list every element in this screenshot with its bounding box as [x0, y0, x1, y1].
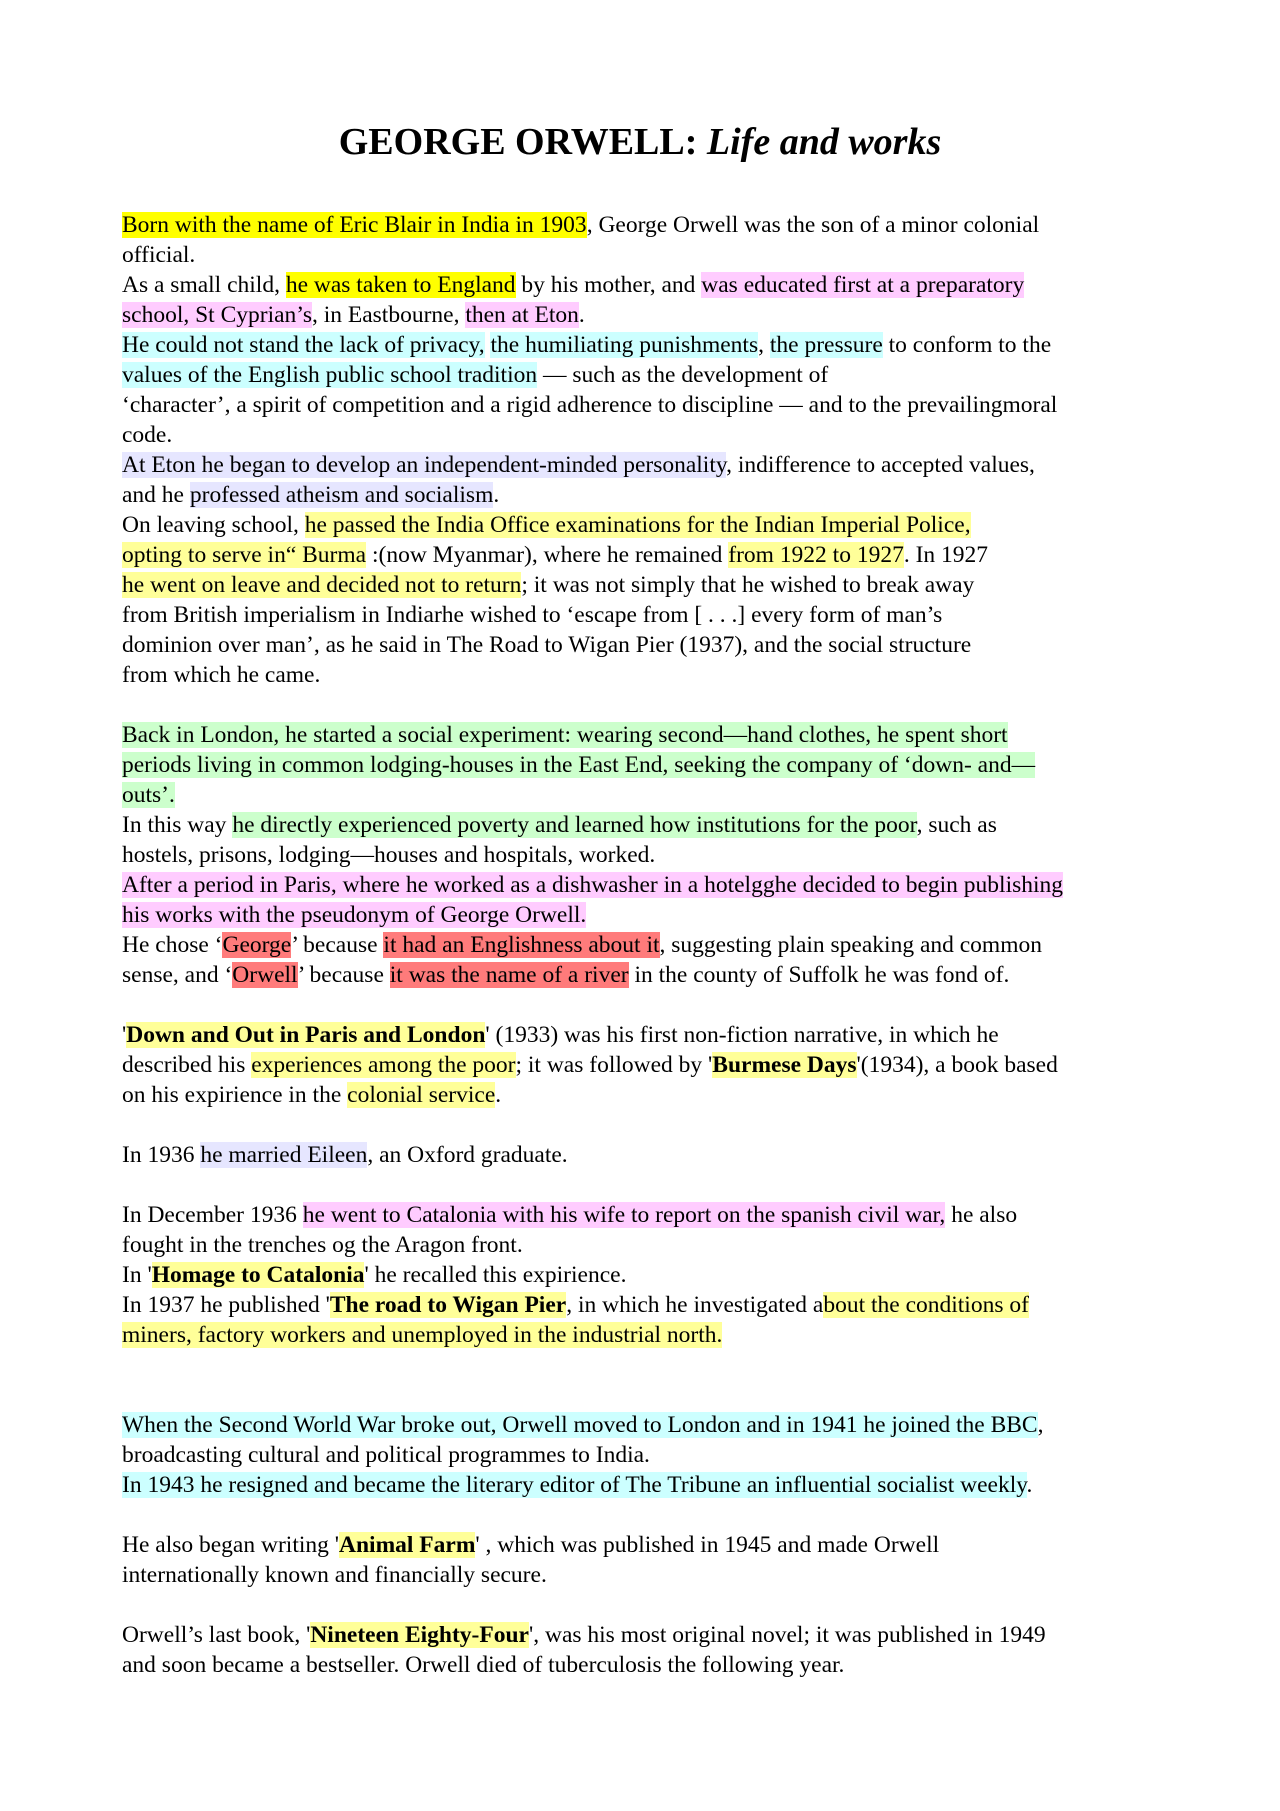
text-line [122, 1470, 1172, 1500]
blank-line [122, 1350, 1172, 1380]
text-segment: ’ because [291, 932, 384, 958]
text-segment: to conform to the [882, 332, 1052, 358]
text-line [122, 1440, 1172, 1470]
text-line [122, 1260, 1172, 1290]
text-segment: ' (1933) was his first non-fiction narrative, in which he [485, 1022, 999, 1048]
text-line [122, 630, 1172, 660]
highlighted-text: from 1922 to 1927 [728, 542, 904, 568]
highlighted-text: At Eton he began to develop an independent-minded personality [122, 452, 727, 478]
highlighted-text: his works with the pseudonym of George Orwell. [122, 902, 587, 928]
text-line [122, 1200, 1172, 1230]
highlighted-text: he went on leave and decided not to return [122, 572, 522, 598]
text-line [122, 510, 1172, 540]
text-line [122, 1620, 1172, 1650]
highlighted-text: When the Second World War broke out, Orwell moved to London and in 1941 he joined the BBC [122, 1412, 1038, 1438]
highlighted-text: In 1943 he resigned and became the literary editor of The Tribune an influential socialist weekly [122, 1472, 1027, 1498]
highlighted-text: values of the English public school tradition [122, 362, 538, 388]
highlighted-text: Born with the name of Eric Blair in India in 1903 [122, 212, 587, 238]
text-line [122, 1080, 1172, 1110]
highlighted-text: miners, factory workers and unemployed in the industrial north. [122, 1322, 723, 1348]
highlighted-text: Nineteen Eighty-Four [310, 1622, 529, 1648]
text-line [122, 210, 1172, 240]
highlighted-text: he married Eileen [200, 1142, 368, 1168]
text-segment: he also [945, 1202, 1018, 1228]
text-segment: ' , which was published in 1945 and made Orwell [475, 1532, 940, 1558]
text-line [122, 1140, 1172, 1170]
highlighted-text: experiences among the poor [251, 1052, 516, 1078]
text-line [122, 1290, 1172, 1320]
text-segment: ; it was not simply that he wished to break away [521, 572, 975, 598]
text-line [122, 810, 1172, 840]
highlighted-text: He could not stand the lack of privacy, [122, 332, 485, 358]
highlighted-text: he went to Catalonia with his wife to report on the spanish civil war, [302, 1202, 946, 1228]
page-title [0, 120, 1280, 166]
text-segment: . [495, 1082, 502, 1108]
highlighted-text: he passed the India Office examinations for the Indian Imperial Police, [304, 512, 971, 538]
text-segment: by his mother, and [515, 272, 702, 298]
highlighted-text: Orwell [232, 962, 298, 988]
text-line [122, 750, 1172, 780]
text-line [122, 390, 1172, 420]
highlighted-text: professed atheism and socialism [189, 482, 494, 508]
text-line [122, 270, 1172, 300]
text-segment: . [493, 482, 500, 508]
text-segment: :(now Myanmar), where he remained [366, 542, 729, 568]
text-segment: sense, and ‘ [122, 962, 233, 988]
text-line [122, 300, 1172, 330]
text-segment: in the county of Suffolk he was fond of. [628, 962, 1010, 988]
text-segment: , in Eastbourne, [311, 302, 466, 328]
text-segment: In ' [122, 1262, 152, 1288]
title-italic: Life and works [706, 121, 942, 163]
blank-line [122, 990, 1172, 1020]
highlighted-text: outs’. [122, 782, 175, 808]
text-segment: On leaving school, [122, 512, 305, 538]
text-segment: He chose ‘ [122, 932, 223, 958]
highlighted-text: The road to Wigan Pier [329, 1292, 567, 1318]
text-segment: , suggesting plain speaking and common [659, 932, 1042, 958]
text-line [122, 1050, 1172, 1080]
text-line [122, 780, 1172, 810]
text-segment: internationally known and financially secure. [122, 1562, 547, 1588]
highlighted-text: he directly experienced poverty and learned how institutions for the poor [232, 812, 917, 838]
text-segment: described his [122, 1052, 252, 1078]
blank-line [122, 1170, 1172, 1200]
text-segment: In December 1936 [122, 1202, 303, 1228]
text-line [122, 930, 1172, 960]
text-segment: ' [122, 1022, 127, 1048]
highlighted-text: Back in London, he started a social experiment: wearing second—hand clothes, he spent short [122, 722, 1008, 748]
text-line [122, 450, 1172, 480]
text-segment: official. [122, 242, 196, 268]
text-segment: Orwell’s last book, ' [122, 1622, 311, 1648]
blank-line [122, 1380, 1172, 1410]
text-segment: hostels, prisons, lodging—houses and hospitals, worked. [122, 842, 656, 868]
text-line [122, 660, 1172, 690]
highlighted-text: then at Eton [465, 302, 579, 328]
text-line [122, 360, 1172, 390]
text-line [122, 720, 1172, 750]
blank-line [122, 1500, 1172, 1530]
text-segment: ', was his most original novel; it was published in 1949 [528, 1622, 1046, 1648]
highlighted-text: it was the name of a river [389, 962, 629, 988]
text-line [122, 1410, 1172, 1440]
text-segment: . [578, 302, 585, 328]
text-segment: from which he came. [122, 662, 321, 688]
text-line [122, 840, 1172, 870]
text-line [122, 1230, 1172, 1260]
text-segment: ' he recalled this expirience. [364, 1262, 627, 1288]
text-segment: code. [122, 422, 173, 448]
text-segment: ’ because [297, 962, 390, 988]
text-segment: from British imperialism in Indiarhe wished to ‘escape from [ . . .] every form of man’s [122, 602, 943, 628]
highlighted-text: he was taken to England [285, 272, 516, 298]
text-segment: dominion over man’, as he said in The Road to Wigan Pier (1937), and the social structure [122, 632, 972, 658]
text-segment: In 1937 he published ' [122, 1292, 330, 1318]
text-line [122, 600, 1172, 630]
highlighted-text: was educated first at a preparatory [701, 272, 1025, 298]
text-segment: and he [122, 482, 190, 508]
text-segment: '(1934), a book based [856, 1052, 1058, 1078]
text-segment: In 1936 [122, 1142, 201, 1168]
blank-line [122, 1110, 1172, 1140]
text-line [122, 480, 1172, 510]
text-segment: ‘character’, a spirit of competition and a rigid adherence to discipline — and to the prevailingmoral [122, 392, 1058, 418]
text-segment: , [758, 332, 770, 358]
text-line [122, 570, 1172, 600]
blank-line [122, 1590, 1172, 1620]
highlighted-text: it had an Englishness about it [383, 932, 660, 958]
text-segment: , [1037, 1412, 1044, 1438]
text-segment: In this way [122, 812, 233, 838]
text-line [122, 540, 1172, 570]
text-segment: fought in the trenches og the Aragon front. [122, 1232, 523, 1258]
text-segment: , an Oxford graduate. [367, 1142, 568, 1168]
text-segment: , George Orwell was the son of a minor colonial [586, 212, 1040, 238]
text-line [122, 1650, 1172, 1680]
highlighted-text: Burmese Days [712, 1052, 857, 1078]
text-line [122, 900, 1172, 930]
highlighted-text: bout the conditions of [823, 1292, 1029, 1318]
title-main: GEORGE ORWELL: [338, 121, 698, 163]
text-line [122, 1530, 1172, 1560]
text-line [122, 960, 1172, 990]
text-segment: and soon became a bestseller. Orwell died of tuberculosis the following year. [122, 1652, 845, 1678]
text-segment: . In 1927 [903, 542, 989, 568]
text-segment: ; it was followed by ' [515, 1052, 713, 1078]
text-segment: on his expirience in the [122, 1082, 348, 1108]
highlighted-text: Down and Out in Paris and London [126, 1022, 486, 1048]
highlighted-text: George [222, 932, 292, 958]
highlighted-text: colonial service [347, 1082, 496, 1108]
highlighted-text: Animal Farm [339, 1532, 476, 1558]
document-body [122, 210, 1172, 1680]
text-line [122, 420, 1172, 450]
highlighted-text: the pressure [769, 332, 883, 358]
text-segment: As a small child, [122, 272, 286, 298]
highlighted-text: After a period in Paris, where he worked as a dishwasher in a hotelgghe decided to begin publishing [122, 872, 1064, 898]
highlighted-text: school, St Cyprian’s [122, 302, 312, 328]
highlighted-text: the humiliating punishments [490, 332, 759, 358]
highlighted-text: periods living in common lodging-houses in the East End, seeking the company of ‘down- and— [122, 752, 1036, 778]
text-line [122, 870, 1172, 900]
text-line [122, 330, 1172, 360]
highlighted-text: Homage to Catalonia [151, 1262, 365, 1288]
text-segment: , in which he investigated a [566, 1292, 824, 1318]
text-segment: , such as [916, 812, 997, 838]
highlighted-text: opting to serve in“ Burma [122, 542, 367, 568]
text-segment: — such as the development of [537, 362, 829, 388]
blank-line [122, 690, 1172, 720]
text-segment: He also began writing ' [122, 1532, 339, 1558]
text-line [122, 1560, 1172, 1590]
text-segment: , indifference to accepted values, [726, 452, 1035, 478]
text-segment: broadcasting cultural and political programmes to India. [122, 1442, 650, 1468]
text-line [122, 1320, 1172, 1350]
text-segment: . [1026, 1472, 1033, 1498]
text-line [122, 1020, 1172, 1050]
text-line [122, 240, 1172, 270]
